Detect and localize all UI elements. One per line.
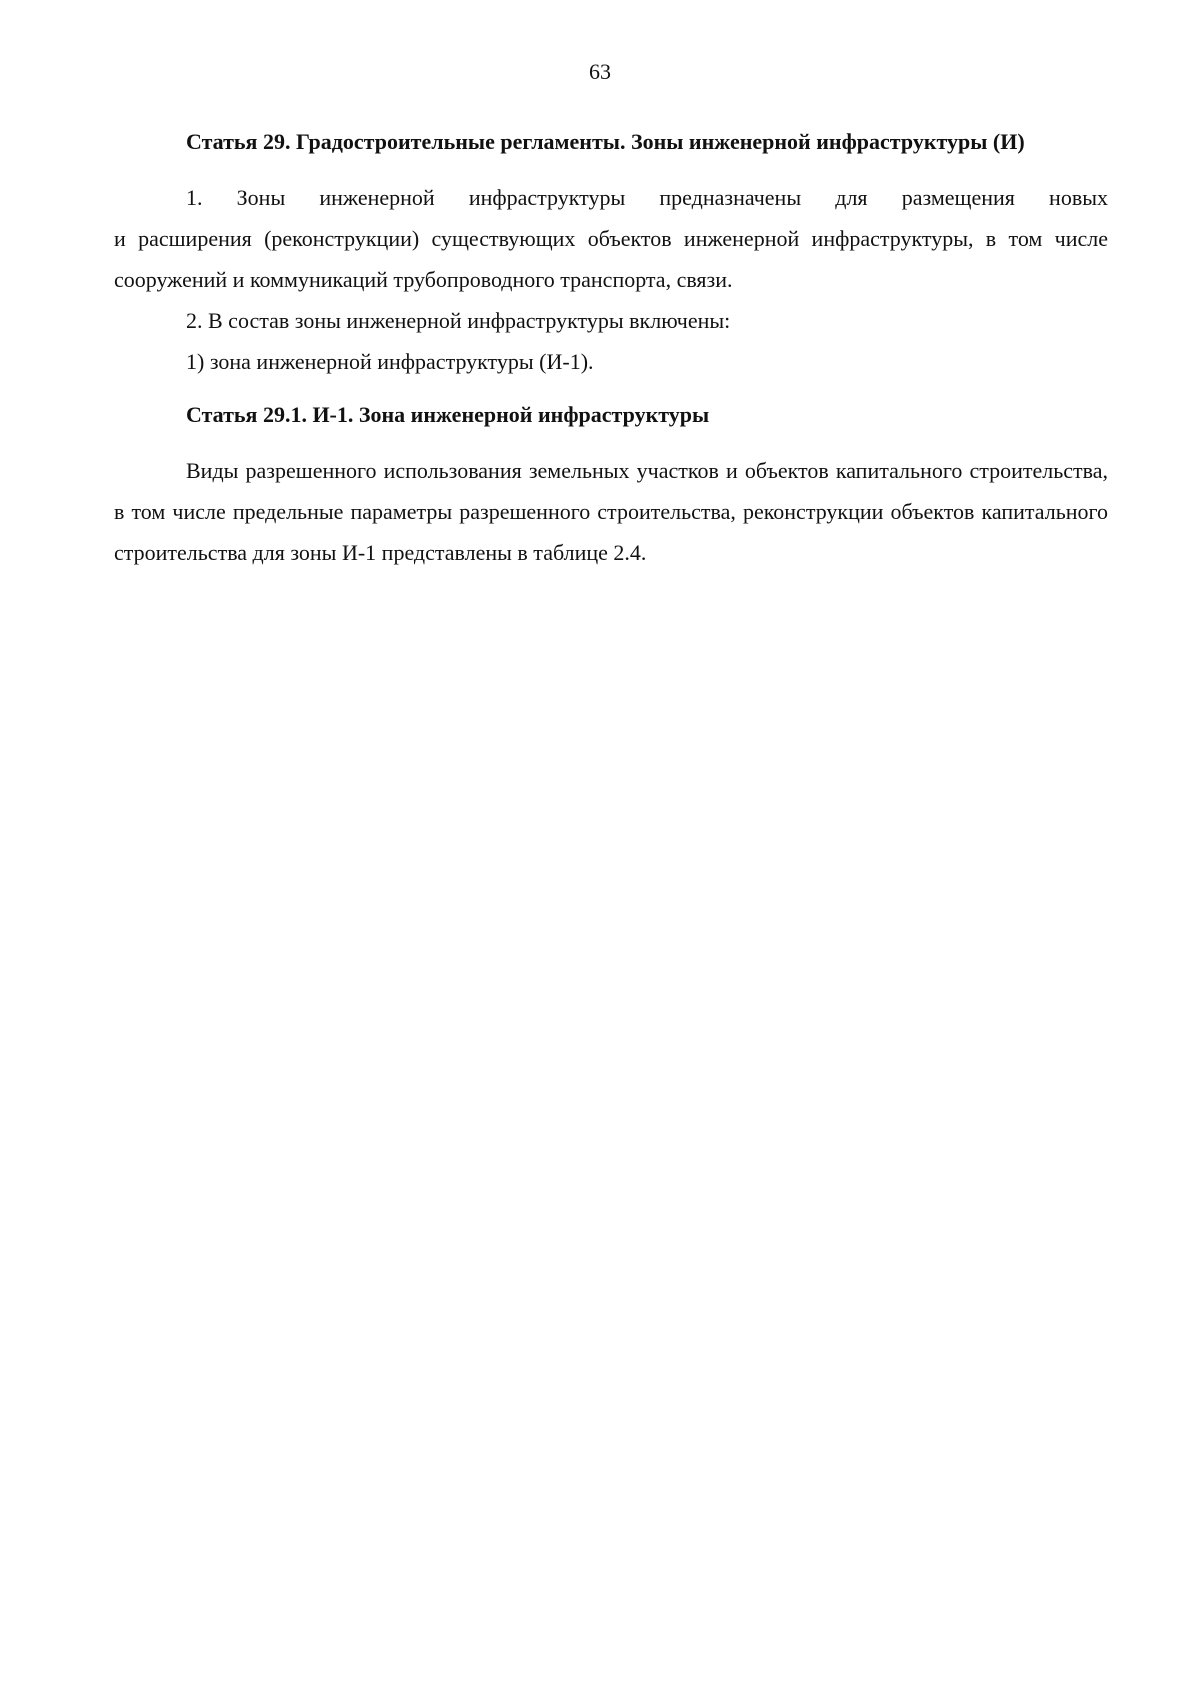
- article-29-heading: Статья 29. Градостроительные регламенты. Зоны инженерной инфраструктуры (И): [186, 129, 1025, 154]
- article-29-paragraph-1-continuation: и расширения (реконструкции) существующих объектов инженерной инфраструктуры, в том числе сооружений и коммуникаций трубопроводного транспорта, связи.: [114, 226, 1108, 292]
- article-29-1-paragraph-1: Виды разрешенного использования земельных участков и объектов капитального строительства, в том числе предельные параметры разрешенного строительства, реконструкции объектов капитального строительства для зоны И-1 представлены в таблице 2.4.: [114, 458, 1108, 565]
- article-29-1-heading: Статья 29.1. И-1. Зона инженерной инфраструктуры: [186, 402, 710, 427]
- article-29-paragraph-2: 2. В состав зоны инженерной инфраструктуры включены:: [186, 308, 731, 333]
- page-number: 63: [589, 59, 611, 84]
- article-29-list-item-1: 1) зона инженерной инфраструктуры (И-1).: [186, 349, 594, 374]
- document-body: [114, 127, 1108, 573]
- article-29-paragraph-1-line-1: 1. Зоны инженерной инфраструктуры предназначены для размещения новых: [186, 185, 1108, 210]
